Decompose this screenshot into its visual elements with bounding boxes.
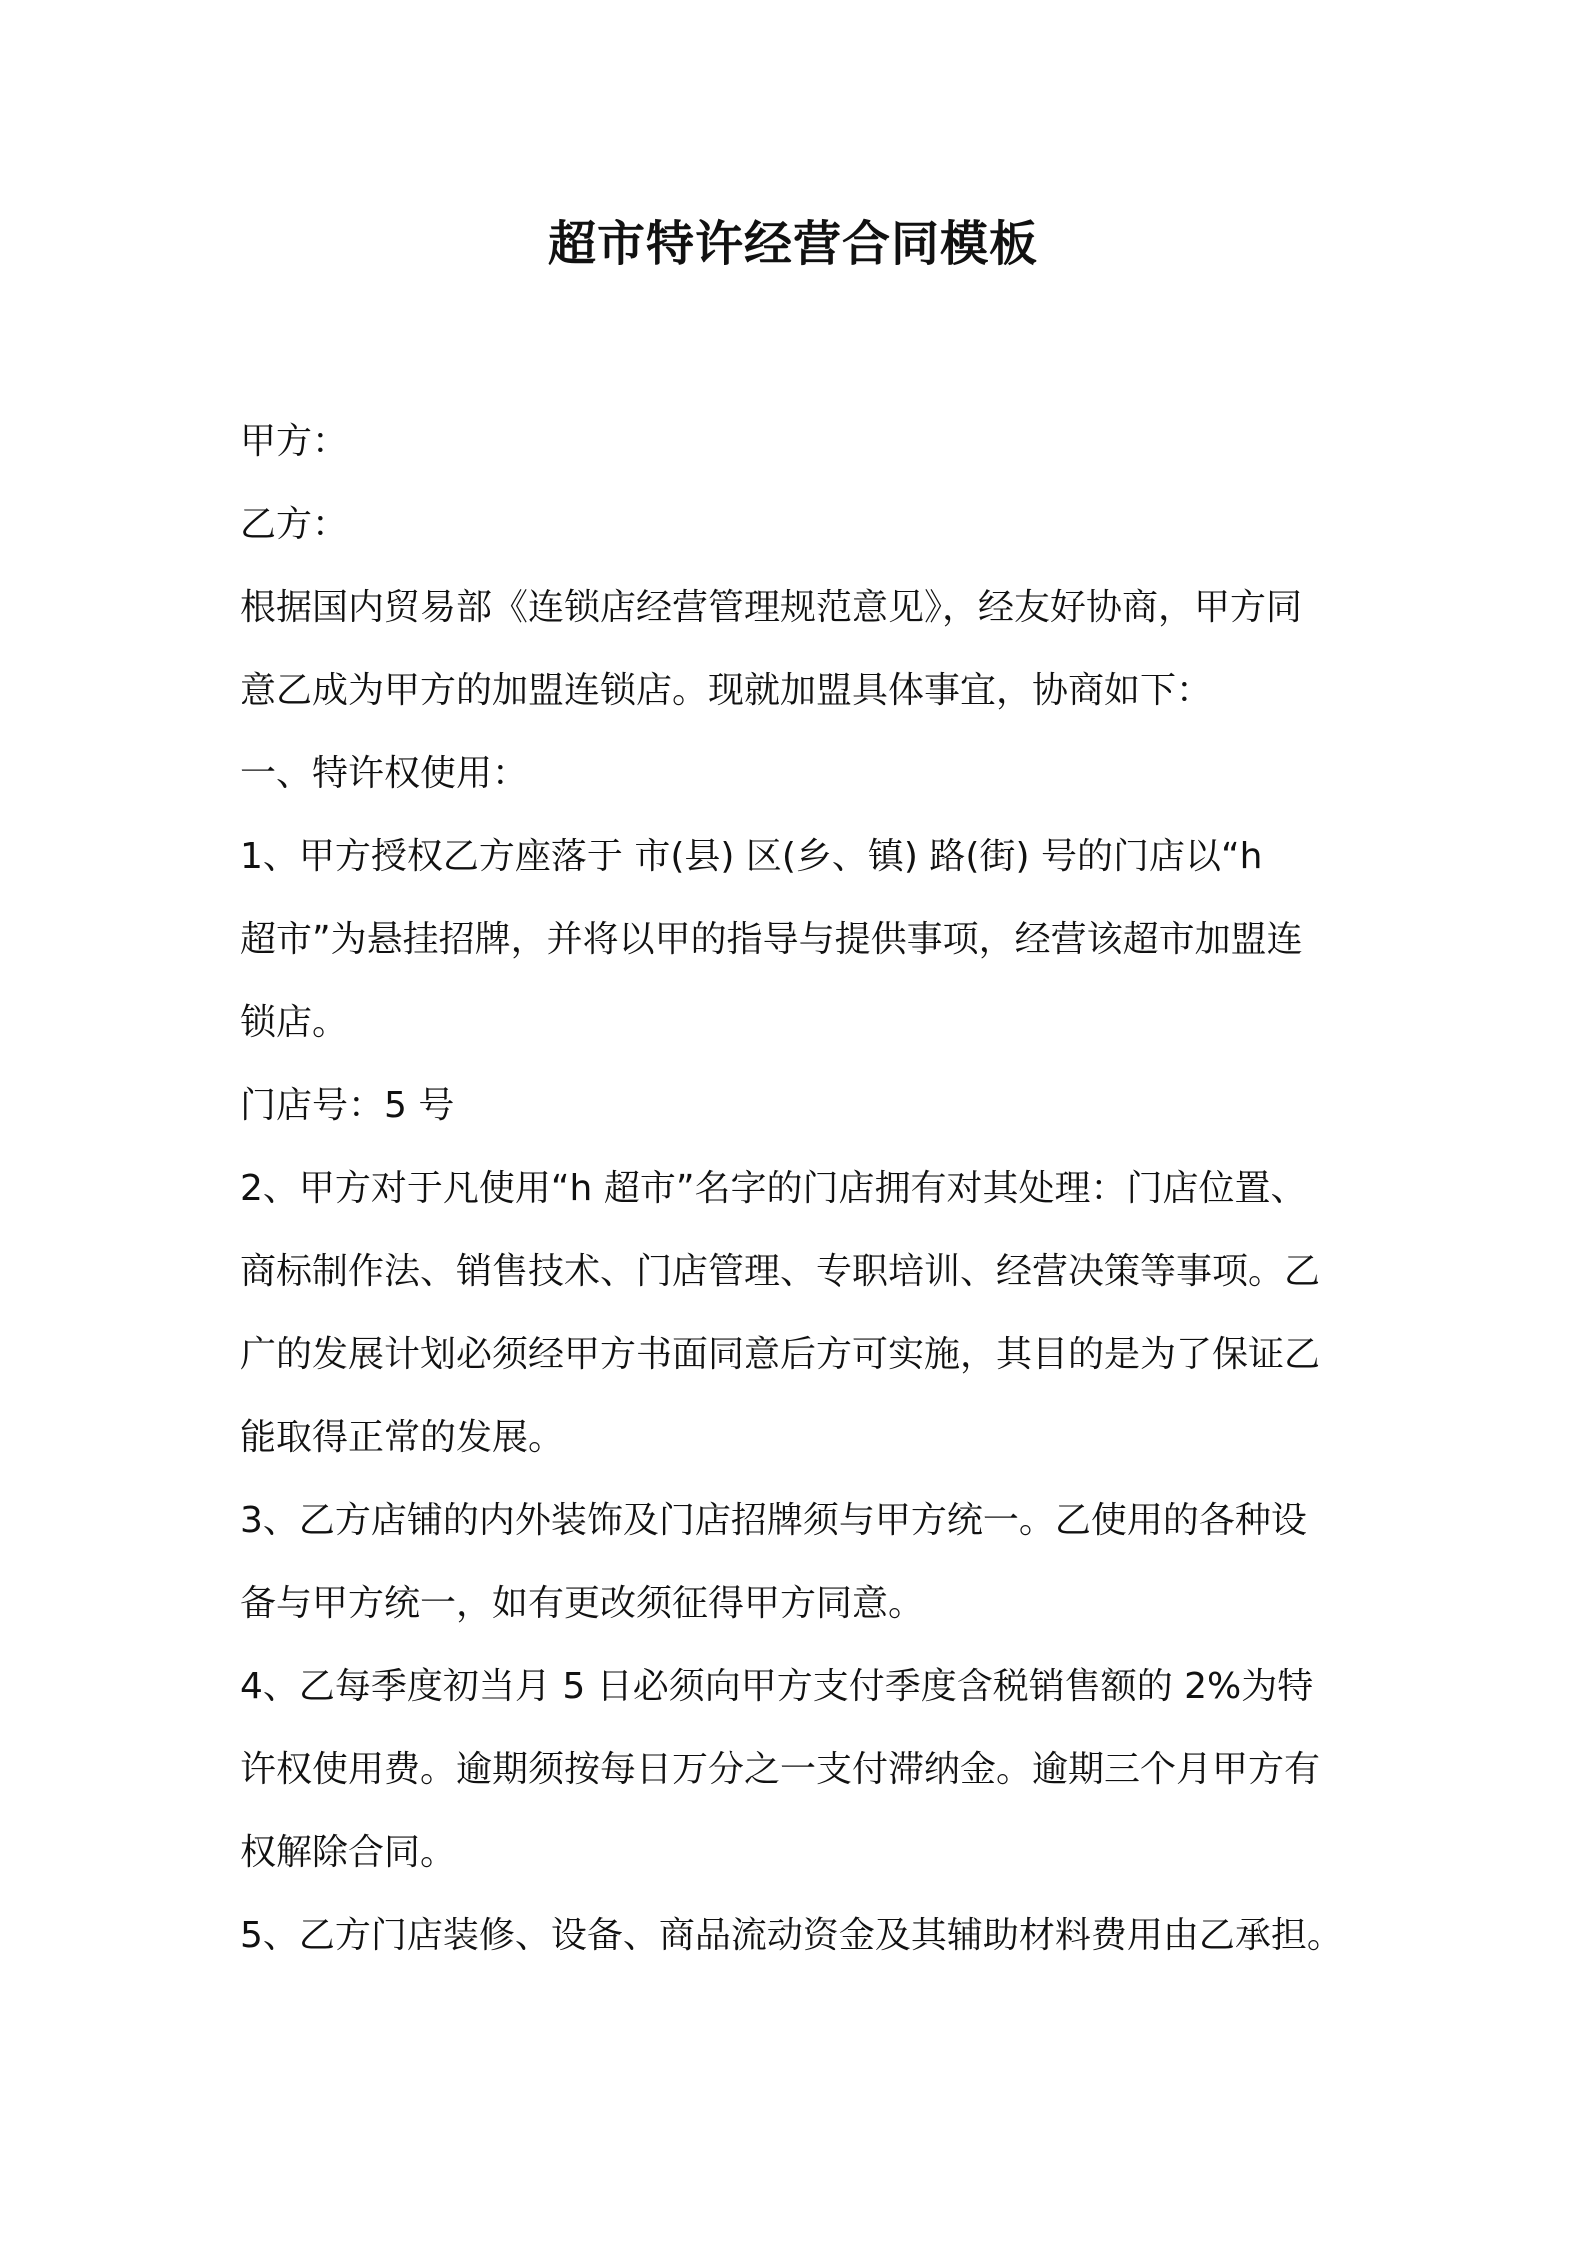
party-b-line: 乙方： bbox=[240, 504, 349, 545]
clause-3-line: 3、乙方店铺的内外装饰及门店招牌须与甲方统一。乙使用的各种设 bbox=[240, 1500, 1307, 1541]
clause-5-line: 5、乙方门店装修、设备、商品流动资金及其辅助材料费用由乙承担。 bbox=[240, 1915, 1343, 1956]
clause-4-line: 权解除合同。 bbox=[240, 1832, 457, 1873]
section-heading: 一、特许权使用： bbox=[240, 753, 529, 794]
clause-4-line: 4、乙每季度初当月 5 日必须向甲方支付季度含税销售额的 2%为特 bbox=[240, 1666, 1314, 1707]
clause-2-line: 2、甲方对于凡使用“h 超市”名字的门店拥有对其处理：门店位置、 bbox=[240, 1168, 1307, 1209]
clause-4-line: 许权使用费。逾期须按每日万分之一支付滞纳金。逾期三个月甲方有 bbox=[240, 1749, 1321, 1790]
clause-1-line: 1、甲方授权乙方座落于 市(县) 区(乡、镇) 路(街) 号的门店以“h bbox=[240, 836, 1263, 877]
clause-1-line: 超市”为悬挂招牌，并将以甲的指导与提供事项，经营该超市加盟连 bbox=[240, 919, 1303, 960]
clause-2-line: 广的发展计划必须经甲方书面同意后方可实施，其目的是为了保证乙 bbox=[240, 1334, 1321, 1375]
preamble-line: 意乙成为甲方的加盟连锁店。现就加盟具体事宜，协商如下： bbox=[240, 670, 1213, 711]
clause-3-line: 备与甲方统一，如有更改须征得甲方同意。 bbox=[240, 1583, 925, 1624]
party-a-line: 甲方： bbox=[240, 421, 349, 462]
document-title: 超市特许经营合同模板 bbox=[547, 216, 1038, 272]
preamble-line: 根据国内贸易部《连锁店经营管理规范意见》，经友好协商，甲方同 bbox=[240, 587, 1303, 628]
clause-2-line: 商标制作法、销售技术、门店管理、专职培训、经营决策等事项。乙 bbox=[240, 1251, 1321, 1292]
clause-2-line: 能取得正常的发展。 bbox=[240, 1417, 565, 1458]
clause-1-line: 锁店。 bbox=[240, 1002, 349, 1043]
store-number-line: 门店号：5 号 bbox=[240, 1085, 455, 1126]
document-body bbox=[240, 400, 1365, 1977]
